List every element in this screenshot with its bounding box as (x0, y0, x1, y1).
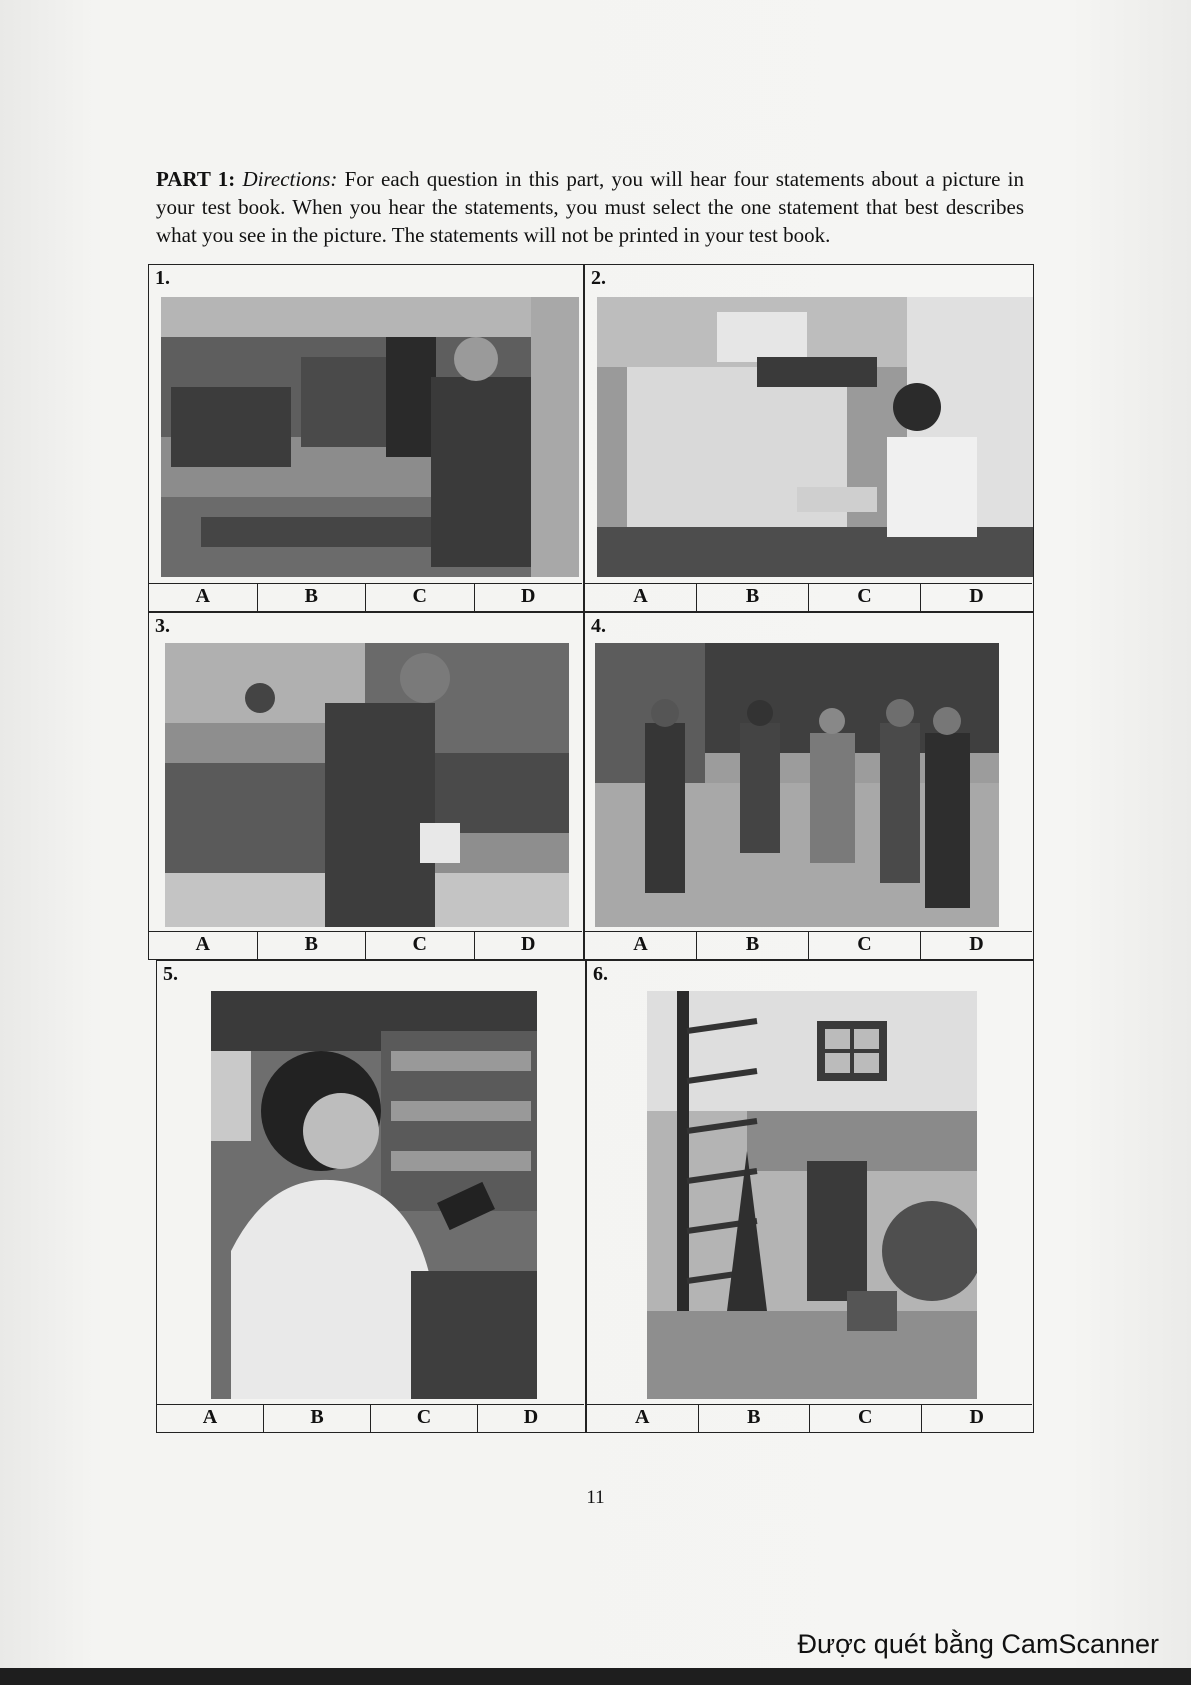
question-4-answer-row (585, 931, 1032, 959)
question-number: 1. (155, 267, 170, 289)
question-number: 5. (163, 963, 178, 985)
question-5-cell (156, 960, 586, 1433)
option-a[interactable]: A (149, 584, 258, 611)
option-c[interactable]: C (371, 1405, 478, 1432)
option-b[interactable]: B (258, 932, 367, 959)
question-1-cell (148, 264, 584, 612)
page-number: 11 (586, 1487, 605, 1508)
option-d[interactable]: D (969, 585, 984, 607)
question-2-photo (597, 297, 1033, 577)
option-a[interactable]: A (585, 932, 697, 959)
question-5-photo (211, 991, 537, 1399)
question-number: 4. (591, 615, 606, 637)
part-label: PART 1: (156, 167, 236, 191)
option-d[interactable]: D (969, 933, 984, 955)
question-2-answer-row (585, 583, 1032, 611)
question-3-cell (148, 612, 584, 960)
question-3-photo (165, 643, 569, 927)
option-c[interactable]: C (810, 1405, 922, 1432)
option-d[interactable]: D (969, 1406, 984, 1428)
directions-label: Directions: (242, 167, 338, 191)
option-b[interactable]: B (264, 1405, 371, 1432)
option-c[interactable]: C (366, 584, 475, 611)
directions-text: For each question in this part, you will hear four statements about a picture in your test book. When you hear the statements, you must select the one statement that best describes what you see in the picture. The statements will not be printed in your test book. (156, 167, 1025, 247)
question-2-cell (584, 264, 1034, 612)
bottom-bar (0, 1668, 1191, 1685)
question-number: 6. (593, 963, 608, 985)
option-d[interactable]: D (521, 933, 536, 955)
option-c[interactable]: C (366, 932, 475, 959)
option-d[interactable]: D (523, 1406, 539, 1428)
option-a[interactable]: A (149, 932, 258, 959)
directions-paragraph (156, 165, 1024, 249)
camscanner-watermark: Được quét bằng CamScanner (797, 1629, 1159, 1659)
question-3-answer-row (149, 931, 582, 959)
question-6-answer-row (587, 1404, 1032, 1432)
option-b[interactable]: B (258, 584, 367, 611)
option-c[interactable]: C (809, 932, 921, 959)
question-4-photo (595, 643, 999, 927)
question-number: 3. (155, 615, 170, 637)
option-a[interactable]: A (585, 584, 697, 611)
question-5-answer-row (157, 1404, 584, 1432)
picture-question-grid (148, 264, 1034, 1433)
option-b[interactable]: B (699, 1405, 811, 1432)
option-b[interactable]: B (697, 932, 809, 959)
option-a[interactable]: A (587, 1405, 699, 1432)
option-d[interactable]: D (521, 585, 536, 607)
option-c[interactable]: C (809, 584, 921, 611)
question-6-cell (586, 960, 1034, 1433)
question-6-photo (647, 991, 977, 1399)
question-1-photo (161, 297, 579, 577)
option-a[interactable]: A (157, 1405, 264, 1432)
question-4-cell (584, 612, 1034, 960)
question-number: 2. (591, 267, 606, 289)
question-1-answer-row (149, 583, 582, 611)
option-b[interactable]: B (697, 584, 809, 611)
